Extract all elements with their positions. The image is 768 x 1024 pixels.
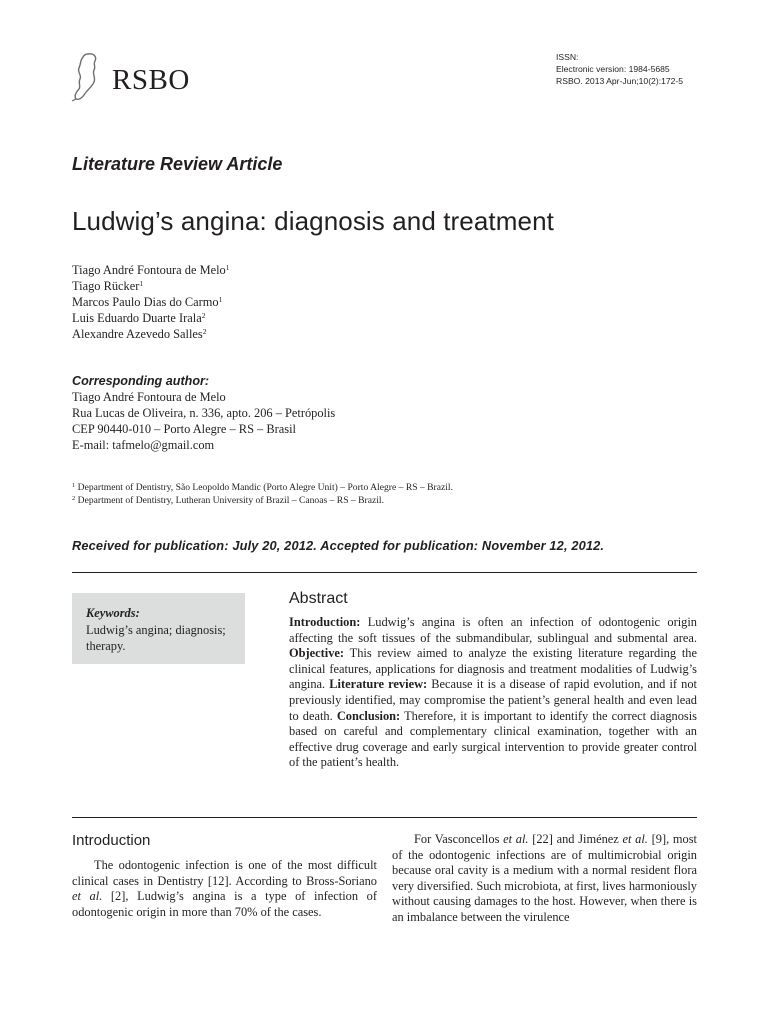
abstract-intro-text: Ludwig’s angina is often an infection of odontogenic origin affecting the soft tissues of the submandibular, sublingual and submental area. <box>289 615 697 645</box>
author-name: Luis Eduardo Duarte Irala <box>72 311 202 325</box>
journal-logo-mark <box>70 52 110 102</box>
corresponding-author-heading: Corresponding author: <box>72 374 210 388</box>
article-type: Literature Review Article <box>72 154 283 174</box>
affiliation-text: Department of Dentistry, São Leopoldo Mandic (Porto Alegre Unit) – Porto Alegre – RS – Brazil. <box>77 482 453 493</box>
keywords-text: Ludwig’s angina; diagnosis; therapy. <box>86 623 226 653</box>
et-al-text: et al. <box>622 832 648 846</box>
email-link[interactable]: tafmelo@gmail.com <box>112 438 215 452</box>
author-list <box>72 262 229 342</box>
body-text: For Vasconcellos <box>414 832 504 846</box>
affiliation-marker: 2 <box>202 327 207 336</box>
affiliation-line <box>72 494 453 507</box>
abstract-heading: Abstract <box>289 590 348 607</box>
corresponding-address-line: CEP 90440-010 – Porto Alegre – RS – Brasil <box>72 422 296 436</box>
et-al-text: et al. <box>503 832 529 846</box>
keywords-heading: Keywords: <box>86 606 140 620</box>
affiliation-marker: 1 <box>139 279 144 288</box>
affiliation-line <box>72 481 453 494</box>
author-line <box>72 326 229 342</box>
affiliation-marker: 1 <box>218 295 223 304</box>
corresponding-author-block <box>72 373 335 453</box>
introduction-right-column <box>392 832 697 926</box>
abstract-objective-text: This review aimed to analyze the existing literature regarding the clinical features, applications for diagnosis and treatment modalities of Ludwig’s angina. <box>289 646 697 692</box>
body-text: The odontogenic infection is one of the most difficult clinical cases in Dentistry [12]. According to Bross-Soriano <box>72 858 377 888</box>
abstract-intro-label: Introduction: <box>289 615 361 629</box>
abstract-conclusion-label: Conclusion: <box>336 708 401 723</box>
author-name: Tiago André Fontoura de Melo <box>72 263 226 277</box>
author-line <box>72 262 229 278</box>
corresponding-address-line: Rua Lucas de Oliveira, n. 336, apto. 206 – Petrópolis <box>72 406 336 420</box>
author-name: Marcos Paulo Dias do Carmo <box>72 295 219 309</box>
author-line <box>72 310 229 326</box>
keywords-box <box>72 593 245 664</box>
journal-logo-text: RSBO <box>112 64 190 96</box>
divider-bottom <box>72 817 697 818</box>
affiliation-text: Department of Dentistry, Lutheran University of Brazil – Canoas – RS – Brazil. <box>77 495 384 506</box>
introduction-heading: Introduction <box>72 832 151 849</box>
body-text: [9], most of the odontogenic infections are of multimicrobial origin because oral cavity is a medium with a normal resident flora very diversified. Such microbiota, at first, lives harmoniously without causing damages to the host. However, when there is an imbalance between the virulence <box>392 832 697 924</box>
author-line <box>72 278 229 294</box>
map-outline-icon <box>70 52 110 102</box>
author-name: Tiago Rücker <box>72 279 140 293</box>
email-label: E-mail: <box>72 438 110 452</box>
email-line <box>72 437 335 453</box>
introduction-left-column <box>72 858 377 920</box>
abstract-objective-label: Objective: <box>289 646 345 661</box>
affiliation-number: 2 <box>72 495 76 502</box>
affiliations <box>72 481 453 507</box>
body-paragraph <box>72 858 377 920</box>
issn-block <box>556 51 683 87</box>
body-paragraph <box>392 832 697 926</box>
author-line <box>72 294 229 310</box>
abstract-review-text: Because it is a disease of rapid evolution, and if not previously identified, may compromise the patient’s general health and even lead to death. <box>289 677 697 723</box>
abstract-body <box>289 615 697 771</box>
corresponding-author-name: Tiago André Fontoura de Melo <box>72 390 226 404</box>
body-text: [22] and Jiménez <box>528 832 623 846</box>
publication-dates: Received for publication: July 20, 2012. Accepted for publication: November 12, 2012. <box>72 538 605 553</box>
affiliation-marker: 1 <box>225 263 230 272</box>
affiliation-number: 1 <box>72 482 76 489</box>
abstract-conclusion-text: Therefore, it is important to identify the correct diagnosis based on careful and complementary clinical examination, together with an effective drug coverage and early surgical intervention to provide greater control of the patient’s health. <box>289 708 697 770</box>
affiliation-marker: 2 <box>201 311 206 320</box>
et-al-text: et al. <box>72 889 103 904</box>
issn-label: ISSN: <box>556 52 579 62</box>
article-title: Ludwig’s angina: diagnosis and treatment <box>72 206 554 236</box>
journal-citation: RSBO. 2013 Apr-Jun;10(2):172-5 <box>556 76 684 86</box>
author-name: Alexandre Azevedo Salles <box>72 327 203 341</box>
abstract-review-label: Literature review: <box>329 677 428 692</box>
electronic-version: Electronic version: 1984-5685 <box>556 64 670 74</box>
divider-top <box>72 572 697 573</box>
body-text: [2], Ludwig’s angina is a type of infection of odontogenic origin in more than 70% of the cases. <box>72 889 377 919</box>
